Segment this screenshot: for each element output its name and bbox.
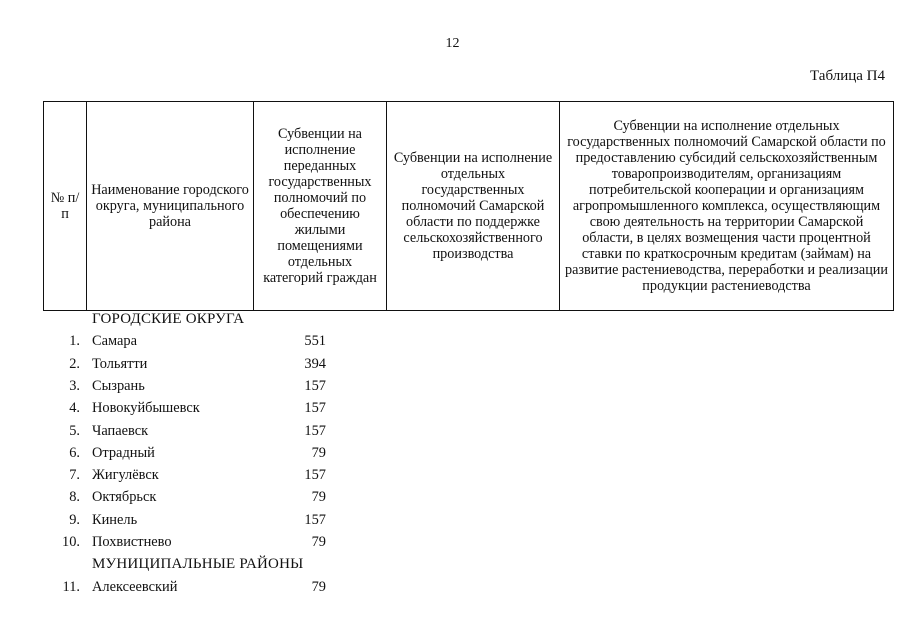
- row-number: 6.: [69, 444, 80, 461]
- row-number: 5.: [69, 422, 80, 439]
- row-housing-value: 79: [311, 578, 326, 595]
- row-number: 9.: [69, 511, 80, 528]
- row-district-name: Самара: [92, 333, 137, 350]
- row-district-name: Тольятти: [92, 355, 148, 372]
- row-housing-value: 157: [304, 377, 326, 394]
- row-district-name: Сызрань: [92, 377, 145, 394]
- table-row: [0, 579, 400, 599]
- row-housing-value: 157: [304, 400, 326, 417]
- row-district-name: Похвистнево: [92, 534, 172, 550]
- row-number: 11.: [62, 578, 80, 595]
- row-housing-value: 157: [304, 467, 326, 484]
- header-housing-subventions: Субвенции на исполнение переданных государственных полномочий по обеспечению жилыми помещениями отдельных категорий граждан: [254, 102, 387, 311]
- header-agriculture-subventions: Субвенции на исполнение отдельных государственных полномочий Самарской области по поддержке сельскохозяйственного производства: [387, 102, 560, 311]
- table-row: [0, 512, 400, 532]
- row-housing-value: 394: [304, 355, 326, 372]
- row-district-name: Алексеевский: [92, 578, 178, 595]
- row-housing-value: 157: [304, 422, 326, 439]
- table-row: [0, 333, 400, 353]
- row-district-name: Жигулёвск: [92, 467, 159, 484]
- row-housing-value: 79: [311, 534, 326, 550]
- row-housing-value: 551: [304, 333, 326, 350]
- row-district-name: Чапаевск: [92, 422, 149, 439]
- row-district-name: Новокуйбышевск: [92, 400, 200, 417]
- row-number: 4.: [69, 400, 80, 417]
- table-row: [0, 534, 400, 554]
- table-row: [0, 400, 400, 420]
- table-row: [0, 356, 400, 376]
- row-number: 2.: [69, 355, 80, 372]
- row-number: 3.: [69, 377, 80, 394]
- table-row: [0, 423, 400, 443]
- table-row: [0, 489, 400, 509]
- table-row: [0, 445, 400, 465]
- row-housing-value: 79: [311, 444, 326, 461]
- row-district-name: Октябрьск: [92, 489, 157, 506]
- row-number: 1.: [69, 333, 80, 350]
- subventions-table-header: [43, 101, 894, 311]
- header-interest-subsidy-subventions: Субвенции на исполнение отдельных государственных полномочий Самарской области по предоставлению субсидий сельскохозяйственным товаропроизводителям, организациям потребительской кооперации и организациям агропромышленного комплекса, осуществляющим свою деятельность на территории Самарской области, в целях возмещения части процентной ставки по краткосрочным кредитам (займам) на развитие растениеводства, переработки и реализации продукции растениеводства: [560, 102, 894, 311]
- row-district-name: Кинель: [92, 511, 138, 528]
- header-district-name: Наименование городского округа, муниципального района: [87, 102, 254, 311]
- table-row: [0, 378, 400, 398]
- table-row: [0, 467, 400, 487]
- row-number: 8.: [69, 489, 80, 506]
- page-number: 12: [445, 36, 460, 51]
- table-caption: Таблица П4: [810, 68, 885, 84]
- row-district-name: Отрадный: [92, 444, 155, 461]
- section-title: МУНИЦИПАЛЬНЫЕ РАЙОНЫ: [92, 556, 304, 573]
- row-number: 10.: [62, 534, 80, 550]
- row-number: 7.: [69, 467, 80, 484]
- header-number: № п/п: [44, 102, 87, 311]
- section-title: ГОРОДСКИЕ ОКРУГА: [92, 311, 245, 327]
- header-row: [44, 102, 894, 311]
- row-housing-value: 79: [311, 489, 326, 506]
- row-housing-value: 157: [304, 511, 326, 528]
